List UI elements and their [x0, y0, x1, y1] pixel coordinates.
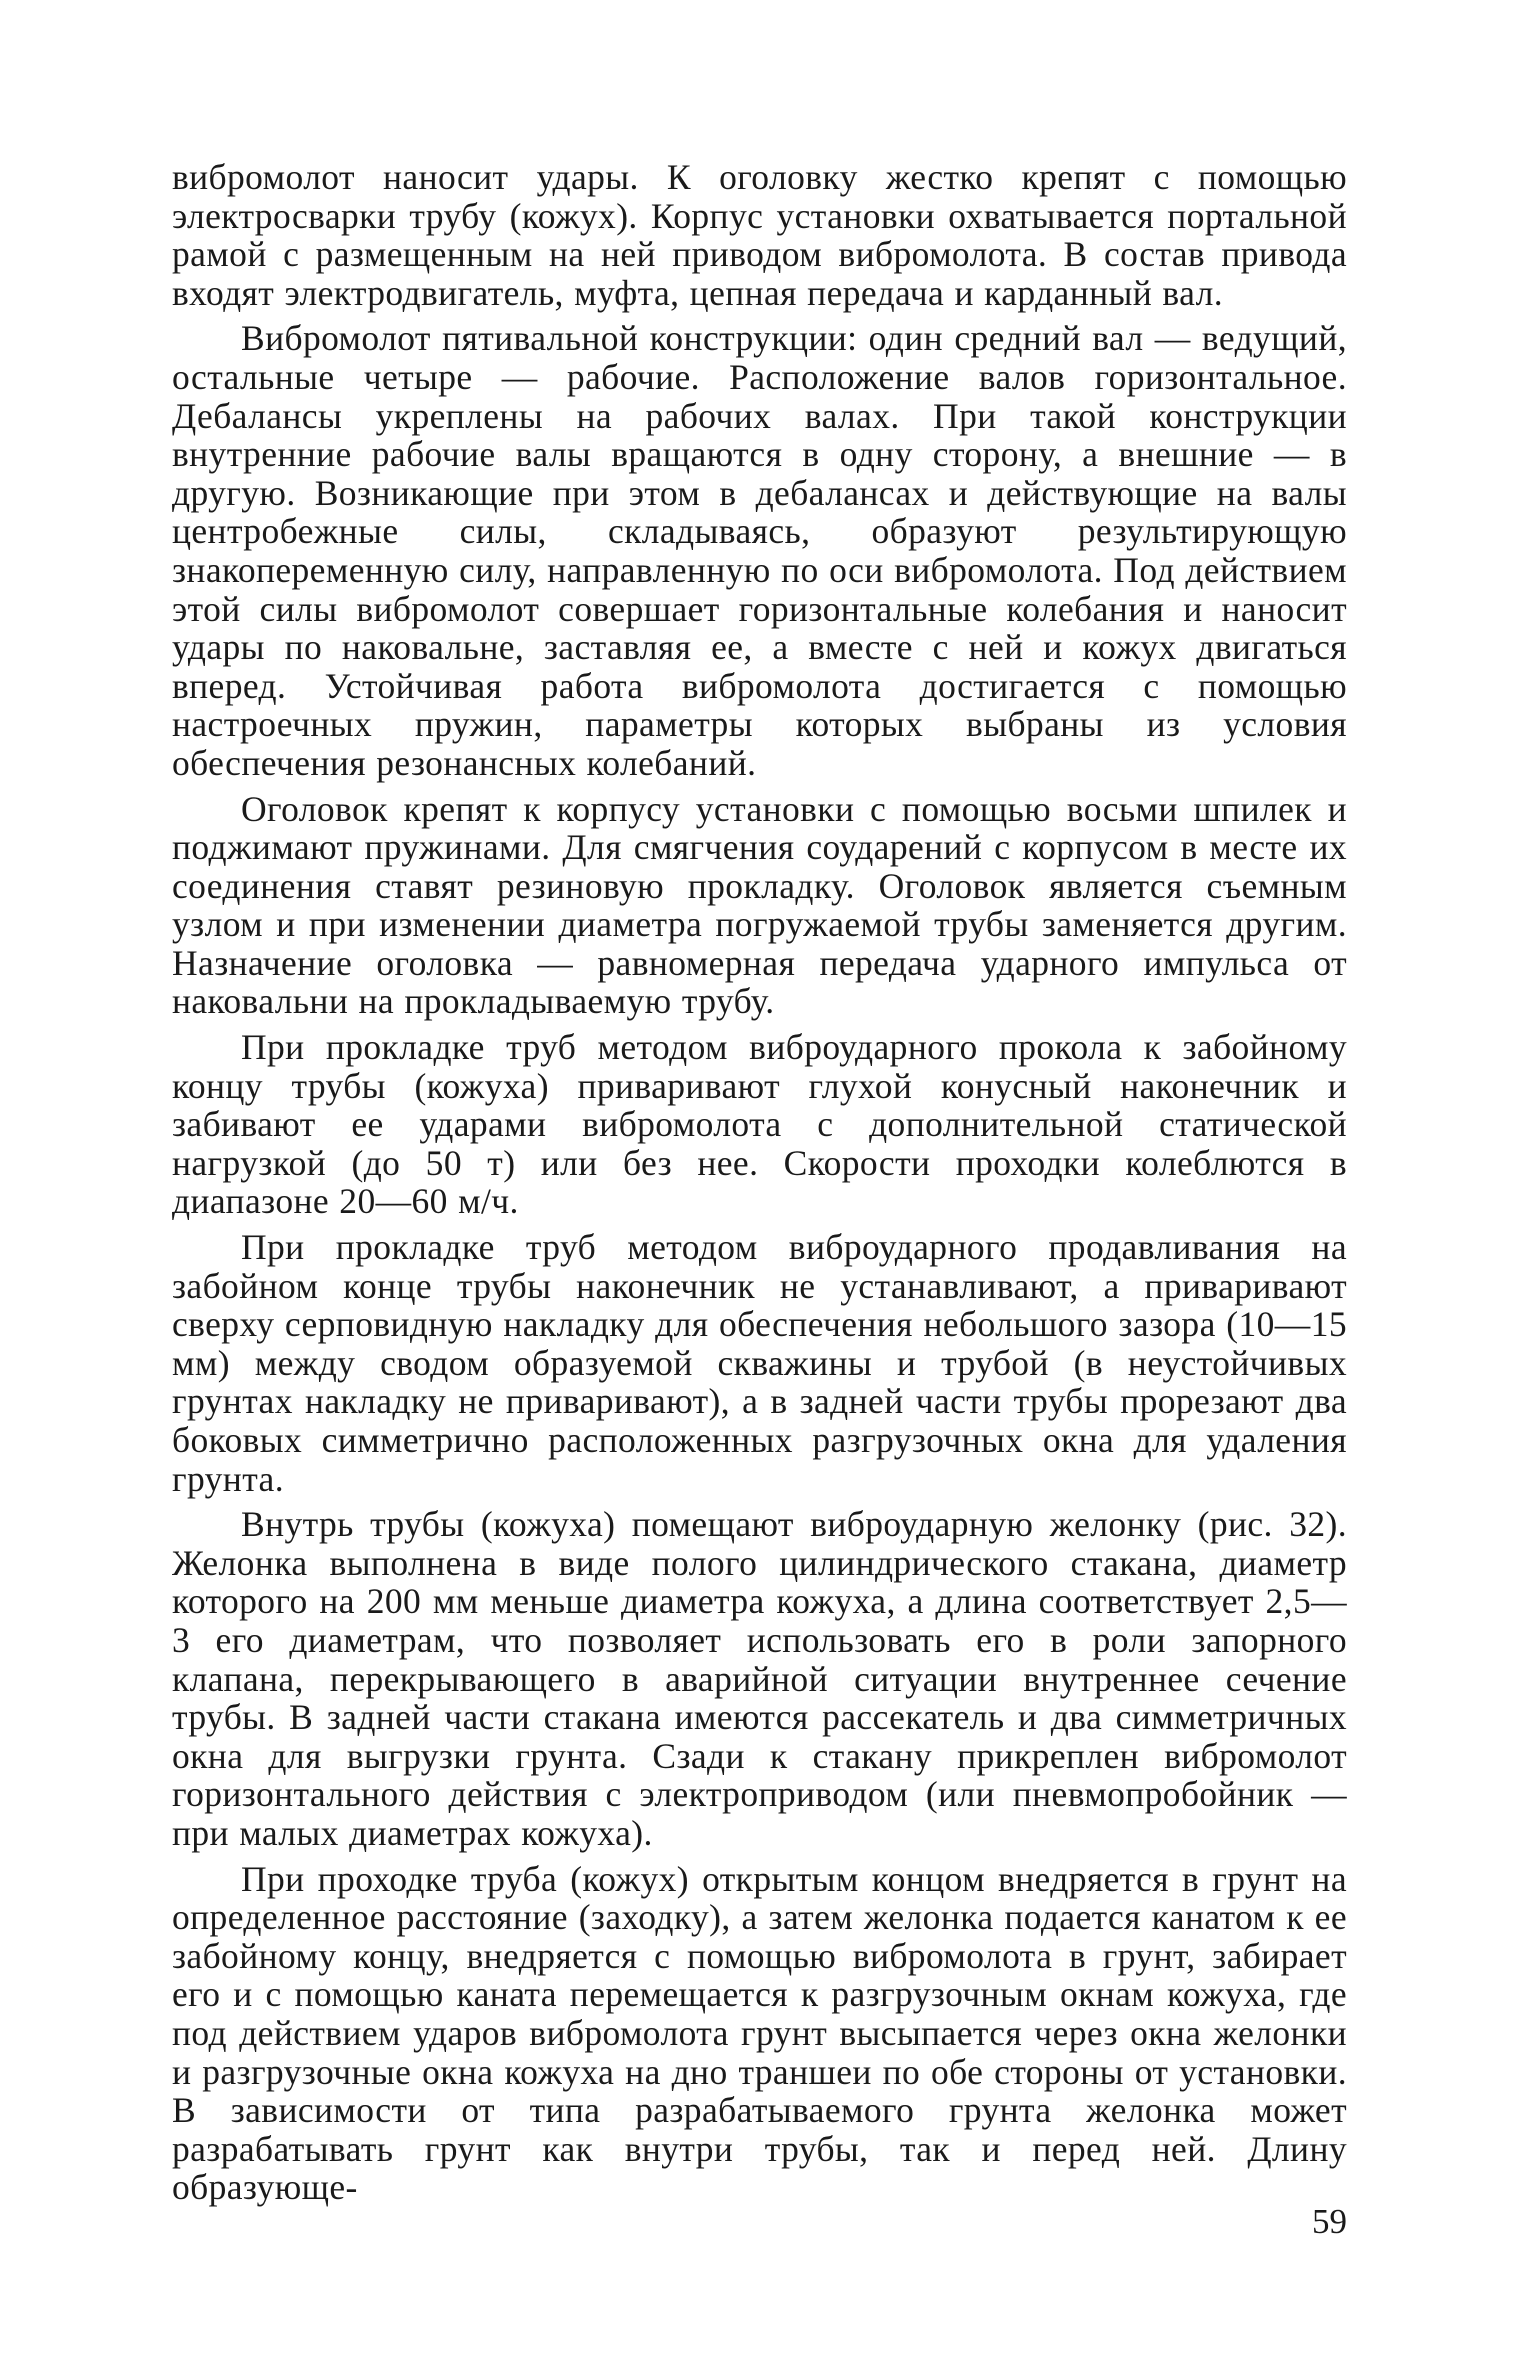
- page-body: [172, 158, 1347, 2214]
- paragraph-1: вибромолот наносит удары. К оголовку жестко крепят с помощью электросварки трубу (кожух). Корпус установки охватывается портальной рамой с размещенным на ней приводом вибромолота. В состав привода входят электродвигатель, муфта, цепная передача и карданный вал.: [172, 157, 1347, 313]
- paragraph-5: При прокладке труб методом виброударного продавливания на забойном конце трубы наконечник не устанавливают, а приваривают сверху серповидную накладку для обеспечения небольшого зазора (10—15 мм) между сводом образуемой скважины и трубой (в неустойчивых грунтах накладку не приваривают), а в задней части трубы прорезают два боковых симметрично расположенных разгрузочных окна для удаления грунта.: [172, 1227, 1347, 1499]
- paragraph-7: При проходке труба (кожух) открытым концом внедряется в грунт на определенное расстояние (заходку), а затем желонка подается канатом к ее забойному концу, внедряется с помощью вибромолота в грунт, забирает его и с помощью каната перемещается к разгрузочным окнам кожуха, где под действием ударов вибромолота грунт высыпается через окна желонки и разгрузочные окна кожуха на дно траншеи по обе стороны от установки. В зависимости от типа разрабатываемого грунта желонка может разрабатывать грунт как внутри трубы, так и перед ней. Длину образующе-: [172, 1858, 1347, 2208]
- paragraph-6: Внутрь трубы (кожуха) помещают виброударную желонку (рис. 32). Желонка выполнена в виде полого цилиндрического стакана, диаметр которого на 200 мм меньше диаметра кожуха, а длина соответствует 2,5—3 его диаметрам, что позволяет использовать его в роли запорного клапана, перекрывающего в аварийной ситуации внутреннее сечение трубы. В задней части стакана имеются рассекатель и два симметричных окна для выгрузки грунта. Сзади к стакану прикреплен вибромолот горизонтального действия с электроприводом (или пневмопробойник — при малых диаметрах кожуха).: [172, 1504, 1347, 1853]
- page-number: 59: [1312, 2202, 1347, 2241]
- paragraph-2: Вибромолот пятивальной конструкции: один средний вал — ведущий, остальные четыре — рабочие. Расположение валов горизонтальное. Дебалансы укреплены на рабочих валах. При такой конструкции внутренние рабочие валы вращаются в одну сторону, а внешние — в другую. Возникающие при этом в дебалансах и действующие на валы центробежные силы, складываясь, образуют результирующую знакопеременную силу, направленную по оси вибромолота. Под действием этой силы вибромолот совершает горизонтальные колебания и наносит удары по наковальне, заставляя ее, а вместе с ней и кожух двигаться вперед. Устойчивая работа вибромолота достигается с помощью настроечных пружин, параметры которых выбраны из условия обеспечения резонансных колебаний.: [172, 318, 1347, 783]
- paragraph-3: Оголовок крепят к корпусу установки с помощью восьми шпилек и поджимают пружинами. Для смягчения соударений с корпусом в месте их соединения ставят резиновую прокладку. Оголовок является съемным узлом и при изменении диаметра погружаемой трубы заменяется другим. Назначение оголовка — равномерная передача ударного импульса от наковальни на прокладываемую трубу.: [172, 788, 1347, 1022]
- paragraph-4: При прокладке труб методом виброударного прокола к забойному концу трубы (кожуха) приваривают глухой конусный наконечник и забивают ее ударами вибромолота с дополнительной статической нагрузкой (до 50 т) или без нее. Скорости проходки колеблются в диапазоне 20—60 м/ч.: [172, 1027, 1347, 1222]
